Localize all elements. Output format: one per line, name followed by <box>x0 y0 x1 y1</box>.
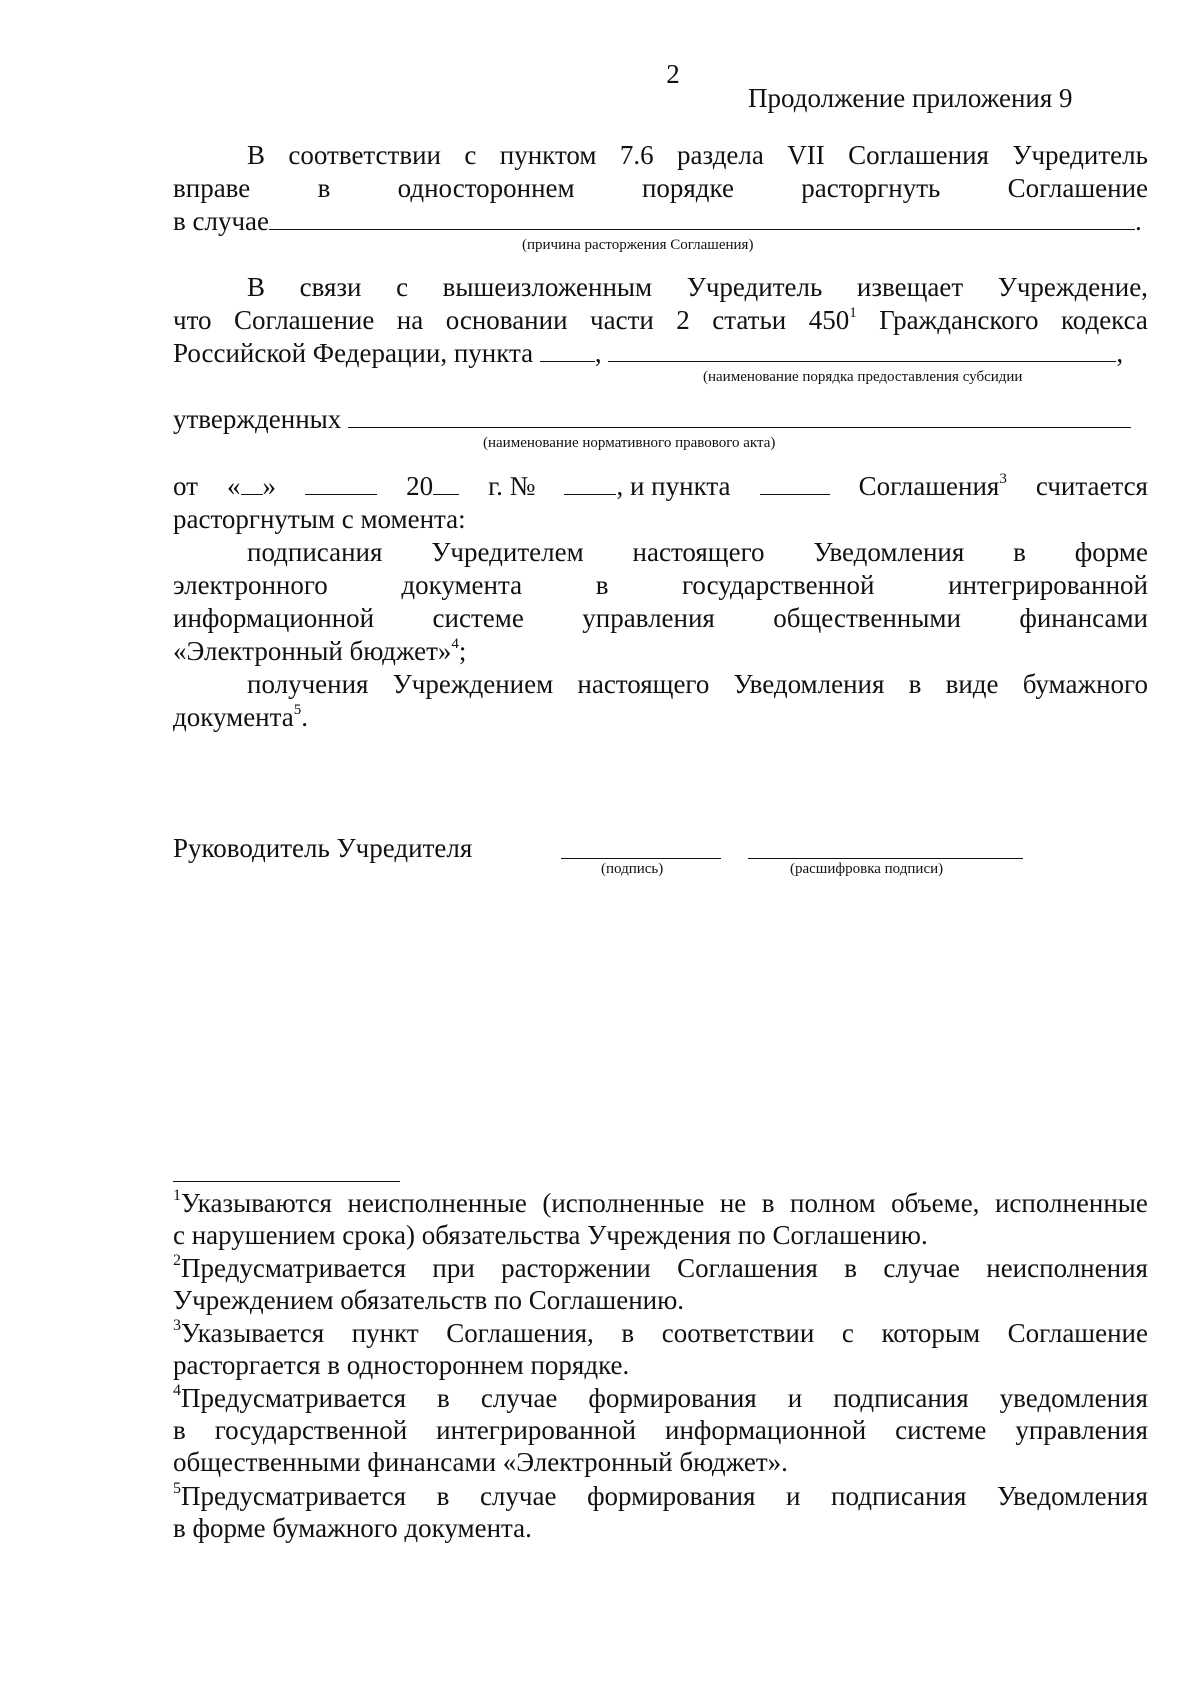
para2-line1: В связи с вышеизложенным Учредитель извещает Учреждение, <box>247 272 1148 302</box>
footnote-5-line2: в форме бумажного документа. <box>173 1513 532 1543</box>
footnote-2-number: 2 <box>173 1252 181 1269</box>
month-blank[interactable] <box>305 470 377 495</box>
page-number: 2 <box>666 59 680 89</box>
footnote-1-line2: с нарушением срока) обязательства Учреждения по Соглашению. <box>173 1220 928 1250</box>
footnote-2-line2: Учреждением обязательств по Соглашению. <box>173 1285 685 1315</box>
point-number-blank[interactable] <box>540 337 595 362</box>
signature-line[interactable] <box>561 858 721 859</box>
reason-hint: (причина расторжения Соглашения) <box>522 237 754 253</box>
date-line: от « » 20 г. № , и пункта Соглашения$^3$ считается <box>173 471 1148 501</box>
act-number-blank[interactable] <box>564 470 616 495</box>
option2-line2: документа$^5$. <box>173 702 308 732</box>
option1-line1: подписания Учредителем настоящего Уведомления в форме <box>247 537 1148 567</box>
order-name-hint: (наименование порядка предоставления субсидии <box>703 369 1023 385</box>
para2-line3: Российской Федерации, пункта , , <box>173 338 1124 368</box>
date-line-2: расторгнутым с момента: <box>173 504 466 534</box>
footnote-separator <box>173 1181 400 1182</box>
para1-line3: в случае . <box>173 206 1142 236</box>
footnote-1-number: 1 <box>173 1187 181 1204</box>
footnote-3-line1: $^3$Указывается пункт Соглашения, в соответствии с которым Соглашение <box>173 1317 1148 1348</box>
footnote-1-line1: $^1$Указываются неисполненные (исполненные не в полном объеме, исполненные <box>173 1187 1148 1218</box>
footnote-3-line2: расторгается в одностороннем порядке. <box>173 1350 630 1380</box>
reason-blank[interactable] <box>269 205 1135 230</box>
day-blank[interactable] <box>241 470 263 495</box>
act-name-hint: (наименование нормативного правового акта) <box>483 435 776 451</box>
act-name-blank[interactable] <box>348 403 1131 428</box>
option1-line4: «Электронный бюджет»$^4$; <box>173 636 467 666</box>
footnote-4-line1: $^4$Предусматривается в случае формирования и подписания уведомления <box>173 1382 1148 1413</box>
option1-line2: электронного документа в государственной интегрированной <box>173 570 1148 600</box>
agreement-point-blank[interactable] <box>760 470 830 495</box>
footnote-5-line1: $^5$Предусматривается в случае формирования и подписания Уведомления <box>173 1480 1148 1511</box>
signatory-role: Руководитель Учредителя <box>173 833 473 863</box>
order-name-blank[interactable] <box>608 337 1116 362</box>
option2-line1: получения Учреждением настоящего Уведомления в виде бумажного <box>247 669 1148 699</box>
year-blank[interactable] <box>433 470 459 495</box>
para1-line1: В соответствии с пунктом 7.6 раздела VII Соглашения Учредитель <box>247 140 1148 170</box>
signature-hint: (подпись) <box>601 861 664 877</box>
footnote-5-number: 5 <box>173 1480 181 1497</box>
para1-line2: вправе в одностороннем порядке расторгнуть Соглашение <box>173 173 1148 203</box>
footnote-4-line3: общественными финансами «Электронный бюджет». <box>173 1447 788 1477</box>
para2-line2: что Соглашение на основании части 2 статьи $450^1$ Гражданского кодекса <box>173 305 1148 335</box>
footnote-4-line2: в государственной интегрированной информационной системе управления <box>173 1415 1148 1445</box>
approved-line: утвержденных <box>173 403 1148 436</box>
option1-line3: информационной системе управления общественными финансами <box>173 603 1148 633</box>
continuation-label: Продолжение приложения 9 <box>748 83 1073 113</box>
signature-decode-line[interactable] <box>748 858 1023 859</box>
signature-decode-hint: (расшифровка подписи) <box>790 861 944 877</box>
footnote-2-line1: $^2$Предусматривается при расторжении Соглашения в случае неисполнения <box>173 1252 1148 1283</box>
footnote-3-number: 3 <box>173 1317 181 1334</box>
case-lead: в случае <box>173 206 270 236</box>
footnote-4-number: 4 <box>173 1382 181 1399</box>
